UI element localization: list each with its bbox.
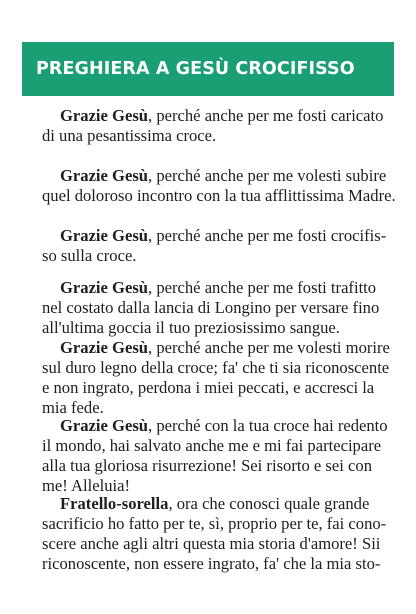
paragraph-4: Grazie Gesù, perché anche per me fosti trafitto	[60, 278, 377, 297]
paragraph-5: Grazie Gesù, perché anche per me volesti morire	[60, 338, 390, 357]
paragraph-lead: Grazie Gesù	[60, 338, 149, 357]
paragraph-1-line-2: di una pesantissima croce.	[42, 126, 217, 145]
page-title: PREGHIERA A GESÙ CROCIFISSO	[36, 59, 355, 79]
paragraph-4-lines: nel costato dalla lancia di Longino per versare fino all'ultima goccia il tuo preziosissimo sangue.	[42, 298, 380, 337]
paragraph-2-line-2: quel doloroso incontro con la tua afflittissima Madre.	[42, 186, 396, 205]
paragraph-6: Grazie Gesù, perché con la tua croce hai redento	[60, 416, 388, 435]
paragraph-lead: Grazie Gesù	[60, 278, 149, 297]
paragraph-2: Grazie Gesù, perché anche per me volesti subire	[60, 166, 387, 185]
paragraph-7: Fratello-sorella, ora che conosci quale grande	[60, 494, 370, 513]
paragraph-lead: Grazie Gesù	[60, 226, 149, 245]
paragraph-6-lines: il mondo, hai salvato anche me e mi fai partecipare alla tua gloriosa risurrezione! Sei risorto e sei con me! Alleluia!	[42, 436, 382, 495]
paragraph-lead: Fratello-sorella	[60, 494, 169, 513]
paragraph-3-line-2: so sulla croce.	[42, 246, 137, 265]
paragraph-1: Grazie Gesù, perché anche per me fosti caricato	[60, 106, 384, 125]
paragraph-7-lines: sacrificio ho fatto per te, sì, proprio per te, fai cono- scere anche agli altri questa mia storia d'amore! Sii riconoscente, non essere ingrato, fa' che la mia sto-	[42, 514, 387, 573]
paragraph-lead: Grazie Gesù	[60, 166, 149, 185]
title-banner	[22, 42, 394, 96]
paragraph-5-lines: sul duro legno della croce; fa' che ti sia riconoscente e non ingrato, perdona i miei peccati, e accresci la mia fede.	[42, 358, 390, 417]
paragraph-lead: Grazie Gesù	[60, 416, 149, 435]
paragraph-3: Grazie Gesù, perché anche per me fosti crocifis-	[60, 226, 387, 245]
paragraph-lead: Grazie Gesù	[60, 106, 149, 125]
